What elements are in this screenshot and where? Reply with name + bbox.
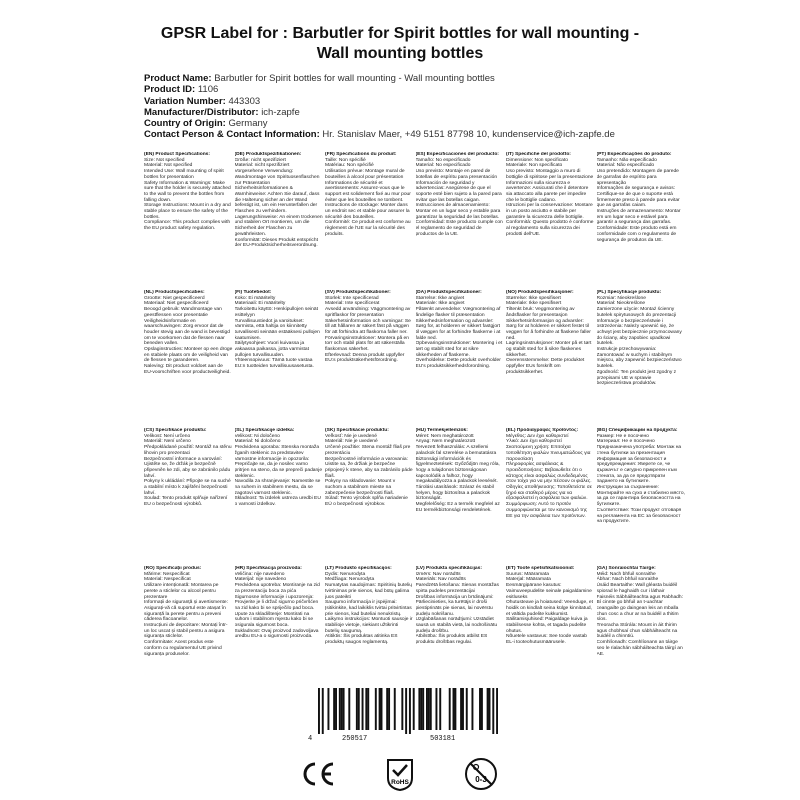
language-body: Storlek: Inte specificerad Material: Inte specificerat Avsedd användning: Väggmontering av spritflaskor för presentation Säkerhetsinformation och varningar: Se till att hållaren är säkert fäst på väggen för att förhindra att flaskorna faller ner. Förvaringsinstruktioner: Montera på en torr och stabil plats för att säkerställa flaskornas säkerhet. Efterlevnad: Denna produkt uppfyller EU:s produktsäkerhetsförordning. bbox=[325, 295, 411, 364]
barcode-bar bbox=[318, 688, 320, 734]
barcode-bar bbox=[365, 688, 367, 730]
barcode-bar bbox=[420, 688, 422, 730]
barcode-bar bbox=[453, 688, 455, 730]
language-block bbox=[506, 152, 597, 290]
age-0-3-warning-icon bbox=[463, 756, 499, 792]
language-block bbox=[235, 152, 326, 290]
meta-label: Country of Origin: bbox=[144, 118, 226, 130]
language-body: Velikost: Není určeno Materiál: Není určeno Předpokládané použití: Montáž na stěnu lihovin pro prezentaci Bezpečnostní informace a varování: Ujistěte se, že držák je bezpečně připevněn ke zdi, aby se zabránilo pádu lahví. Pokyny k ukládání: Připojte se na suché a stabilní místo k zajištění bezpečnosti lahví. Soulad: Tento produkt splňuje nařízení EU o bezpečnosti výrobků. bbox=[144, 433, 232, 508]
meta-row bbox=[144, 118, 784, 129]
language-body: Veľkosť: Nie je uvedené Materiál: Nie je uvedené Určené použitie: Stena montáž fliaš pre prezentáciu Bezpečnostné informácie a varovania: Uistite sa, že držiak je bezpečne pripojený k stene, aby sa zabránilo páde fliaš. Pokyny na skladovanie: Mount v suchom a stabilnom mieste na zabezpečenie bezpečnosti fliaš. Súlad: Tento výrobok spĺňa nariadenie EÚ o bezpečnosti výrobkov. bbox=[325, 433, 413, 508]
language-block bbox=[597, 566, 688, 704]
language-heading: (SV) Produktspecifikationer: bbox=[325, 290, 391, 295]
ce-mark-icon bbox=[300, 756, 336, 792]
language-heading: (ES) Especificaciones del producto: bbox=[415, 152, 499, 157]
translation-band bbox=[144, 428, 687, 566]
language-heading: (EN) Product Specifications: bbox=[144, 152, 211, 157]
language-body: Μέγεθος: Δεν έχει καθοριστεί Υλικό: Δεν έχει καθοριστεί Σκοπούμενη χρήση: Επιτοίχια τοποθέτηση φιαλών πνευματώδους για παρουσίαση Πληροφορίες ασφάλειας & προειδοποιήσεις: Βεβαιωθείτε ότι ο κάτοχος είναι ασφαλώς συνδεδεμένος στον τοίχο για να μην πέσουν οι φιάλες. Οδηγίες αποθήκευσης: Τοποθετείστε σε ξηρό και σταθερό μέρος για να εξασφαλιστεί η ασφάλεια των φιαλών. Συμμόρφωση: Αυτό το προϊόν συμμορφώνεται με τον κανονισμό της ΕΕ για την ασφάλεια των προϊόντων. bbox=[506, 433, 592, 519]
language-body: Dydis: Nenurodyta Medžiaga: Nenurodyta Numatytas naudojimas: Spiritinių butelių tvirtinimas prie sienos, kad būtų galima juos pateikti Saugumo informacija ir įspėjimai: Įsitikinkite, kad laikiklis tvirtai pritvirtintas prie sienos, kad buteliai nenukristų. Laikymo instrukcijos: Montuoti sausoje ir stabilioje vietoje, siekiant užtikrinti butelių saugumą. Atitiktis: Šis produktas atitinka ES produktų saugos reglamentą. bbox=[325, 571, 413, 646]
barcode-bar bbox=[339, 688, 341, 730]
language-block bbox=[416, 428, 507, 566]
rohs-text: RoHS bbox=[391, 779, 409, 786]
meta-label: Contact Person & Contact Information: bbox=[144, 129, 320, 141]
language-heading: (SL) Specifikacije izdelka: bbox=[234, 428, 295, 433]
language-block bbox=[235, 566, 326, 704]
language-body: Grootte: Niet gespecificeerd Materiaal: Niet gespecificeerd Beoogd gebruik: Wandmontage van geestflessen voor presentatie Veiligheidsinformatie en waarschuwingen: Zorg ervoor dat de houder stevig aan de wand is bevestigd om te voorkomen dat de flessen naar beneden vallen. Opslaginstructies: Monteer op een droge en stabiele plaats om de veiligheid van de flessen te garanderen. Naleving: Dit product voldoet aan de EU-voorschriften voor productveiligheid. bbox=[144, 295, 233, 375]
language-block bbox=[144, 290, 235, 428]
page-title bbox=[20, 24, 780, 64]
language-heading: (PL) Specyfikacje produktu: bbox=[596, 290, 662, 295]
language-heading: (LT) Produkto specifikacijos: bbox=[325, 566, 392, 571]
title-line-1: GPSR Label for : Barbutler for Spirit bottles for wall mounting - bbox=[160, 25, 640, 42]
barcode-bar bbox=[327, 688, 329, 730]
language-heading: (IT) Specifiche del prodotto: bbox=[506, 152, 571, 157]
language-heading: (CS) Specifikace produktu: bbox=[144, 428, 207, 433]
language-heading: (HU) Termékjellemzők: bbox=[415, 428, 468, 433]
meta-value: 1106 bbox=[197, 84, 219, 96]
barcode-bar bbox=[479, 688, 481, 730]
barcode-bars bbox=[318, 688, 498, 734]
language-heading: (DE) Produktspezifikationen: bbox=[234, 152, 302, 157]
barcode-bar bbox=[348, 688, 350, 730]
barcode-bar bbox=[333, 688, 335, 730]
meta-value: ich-zapfe bbox=[261, 106, 300, 118]
meta-row bbox=[144, 96, 784, 107]
barcode-group-left: 250517 bbox=[342, 735, 368, 743]
barcode-bar bbox=[449, 688, 451, 730]
meta-value: 443303 bbox=[228, 95, 261, 107]
language-heading: (NO) Produktspesifikasjoner: bbox=[506, 290, 574, 295]
barcode-bar bbox=[375, 688, 377, 730]
meta-row bbox=[144, 73, 784, 84]
language-heading: (FI) Tuotetiedot: bbox=[234, 290, 272, 295]
barcode-bar bbox=[428, 688, 430, 730]
meta-value: Germany bbox=[228, 118, 268, 130]
barcode-bar bbox=[322, 688, 324, 734]
barcode-bar bbox=[454, 688, 456, 730]
meta-value: Hr. Stanislav Maer, +49 5151 87798 10, kundenservice@ich-zapfe.de bbox=[322, 129, 615, 141]
barcode-bar bbox=[356, 688, 358, 730]
barcode-bar bbox=[386, 688, 388, 730]
title-line-2: Wall mounting bottles bbox=[316, 45, 484, 62]
language-body: Tamaño: No especificado Material: No especificado Uso previsto: Montaje en pared de botellas de espíritu para presentación Información de seguridad y advertencias: Asegúrese de que el soporte esté bien sujeto a la pared para evitar que las botellas caigan. Instrucciones de almacenamiento: Montar en un lugar seco y estable para garantizar la seguridad de las botellas. Conformidad: Este producto cumple con el reglamento de seguridad de productos de la UE. bbox=[415, 157, 503, 237]
language-body: Méret: Nem meghatározott Anyag: Nem meghatározott Tervezett felhasználás: A szellemi palackok fal szerelése a bemutatásra Biztonsági információk és figyelmeztetések: Győződjön meg róla, hogy a tulajdonos biztonságosan kapcsolódik a falhoz, hogy megakadályozza a palackok leesését. Tárolási utasítások: Száraz és stabil helyen, hogy biztosítsa a palackok biztonságát. Megfelelőség: Ez a termék megfelel az EU termékbiztonsági rendeletének. bbox=[415, 433, 500, 513]
barcode-bar bbox=[343, 688, 345, 730]
barcode-bar bbox=[381, 688, 383, 730]
barcode-bar bbox=[388, 688, 390, 730]
language-block bbox=[416, 290, 507, 428]
barcode-digit-first: 4 bbox=[308, 735, 313, 743]
language-heading: (BG) Спецификации на продукта: bbox=[596, 428, 678, 433]
language-block bbox=[325, 152, 416, 290]
rohs-icon bbox=[382, 756, 418, 792]
barcode-bar bbox=[462, 688, 464, 730]
translations-grid bbox=[144, 152, 687, 704]
barcode-bar bbox=[418, 688, 420, 730]
language-block bbox=[506, 290, 597, 428]
translation-band bbox=[144, 566, 687, 704]
meta-label: Manufacturer/Distributor: bbox=[144, 106, 259, 118]
barcode-bar bbox=[379, 688, 381, 730]
language-block bbox=[506, 428, 597, 566]
meta-row bbox=[144, 129, 784, 140]
language-heading: (EL) Προδιαγραφές προϊόντος: bbox=[506, 428, 579, 433]
language-body: Koko: Ei määritelty Materiaali: Ei määritelty Tarkoitettu käyttö: Henkipullojen seinät esittelyyn Turvallisuustiedot ja varoitukset: Varmista, että haltija on kiinnitetty turvallisesti seinään estääksesi pullojen kaatumisen. Säilytysohjeet: Vuori kuivassa ja vakaassa paikassa, jotta varmistat pullojen turvallisuuden. Yhteensopivuus: Tämä tuote vastaa EU:n tuotteiden turvallisuusasetusta. bbox=[234, 295, 320, 370]
meta-label: Product ID: bbox=[144, 84, 196, 96]
barcode-bar bbox=[430, 688, 432, 730]
language-body: Veličina: nije navedeno Materijal: nije navedeno Predviđena upotreba: Montiranje na zid za prezentaciju boca za pića Sigurnosne informacije i upozorenja: Provjerite je li držač sigurno pričvršćen na zid kako bi se spriječilo pad boca. Upute za skladištenje: Montirati na suhom i stabilnom mjestu kako bi se osigurala sigurnost boca. Sukladnost: Ovaj proizvod zadovoljava uredbu EU-a o sigurnosti proizvoda. bbox=[234, 571, 320, 640]
language-block bbox=[144, 428, 235, 566]
language-body: Tamanho: Não especificado Material: Não especificado Uso pretendido: Montagem de parede de garrafas de espírito para apresentação Informações de segurança e avisos: Certifique-se de que o suporte está firmemente preso à parede para evitar que as garrafas caiam. Instruções de armazenamento: Montar em um lugar seco e estável para garantir a segurança das garrafas. Conformidade: Este produto está em conformidade com o regulamento de segurança de produtos da UE. bbox=[596, 157, 681, 243]
barcode-bar bbox=[460, 688, 462, 730]
barcode-bar bbox=[471, 688, 473, 730]
barcode-bar bbox=[335, 688, 337, 730]
language-block bbox=[325, 290, 416, 428]
language-block bbox=[597, 152, 688, 290]
barcode-bar bbox=[413, 688, 415, 730]
language-body: Taille: Non spécifié Matériau: Non spécifié Utilisation prévue: Montage mural de bouteilles à alcool pour présentation Informations de sécurité et avertissements: Assurez-vous que le support est solidement fixé au mur pour éviter que les bouteilles ne tombent. Instructions de stockage: Monter dans un endroit sec et stable pour assurer la sécurité des bouteilles. Conformité: Ce produit est conforme au règlement de l'UE sur la sécurité des produits. bbox=[325, 157, 411, 237]
language-block bbox=[506, 566, 597, 704]
barcode-bar bbox=[481, 688, 483, 730]
barcode-bar bbox=[341, 688, 343, 730]
barcode-bar bbox=[466, 688, 468, 730]
meta-label: Product Name: bbox=[144, 73, 212, 84]
translation-band bbox=[144, 290, 687, 428]
language-heading: (DA) Produktspecifikationer: bbox=[415, 290, 482, 295]
language-body: Dimensione: Non specificato Materiale: Non specificato Uso previsto: Montaggio a muro di bottiglie di spiritose per la presentazione Informazioni sulla sicurezza e avvertenze: Assicurati che il detentore sia attaccato alla parete per impedire che le bottiglie cadano. Istruzioni per la conservazione: Montare in un posto asciutto e stabile per garantire la sicurezza delle bottiglie. Conformità: Questo prodotto è conforme al regolamento sulla sicurezza dei prodotti dell'UE. bbox=[506, 157, 594, 237]
barcode-bar bbox=[426, 688, 428, 730]
meta-row bbox=[144, 107, 784, 118]
barcode-bar bbox=[367, 688, 369, 730]
language-body: Size: Not specified Material: Not specified Intended Use: Wall mounting of spirit bottles for presentation Safety Information & Warnings: Make sure that the holder is securely attached to the wall to prevent the bottles from falling down. Storage Instructions: Mount in a dry and stable place to ensure the safety of the bottles. Compliance: This product complies with the EU product safety regulation. bbox=[144, 157, 231, 232]
language-heading: (PT) Especificações do produto: bbox=[596, 152, 672, 157]
language-heading: (GA) Sonraíochtaí Táirge: bbox=[596, 566, 656, 571]
language-heading: (RO) Specificații produs: bbox=[144, 566, 202, 571]
meta-value: Barbutler for Spirit bottles for wall mounting - Wall mounting bottles bbox=[214, 73, 495, 84]
meta-label: Variation Number: bbox=[144, 95, 226, 107]
language-body: Velikost: Ni določeno Material: Ni določeno Predvidena uporaba: Stenska montaža žganih steklenic za predstavitev Varnostne informacije in opozorila: Prepričajte se, da je nosilec varno pritrjen na steno, da se prepreči padanje steklenic. Navodila za shranjevanje: Namestite se na suhem in stabilnem mestu, da se zagotovi varnost steklenic. Skladnost: Ta izdelek ustreza uredbi EU o varnosti izdelkov. bbox=[234, 433, 323, 508]
language-body: Izmērs: Nav norādīts Materiāls: Nav norādīts Paredzētā lietošana: Sienas montāžas spirta pudeles prezentācijai Drošības informācija un brīdinājumi: Pārliecinieties, ka turētājs ir droši piestiprināts pie sienas, lai novērstu pudeļu nokrišanu. Uzglabāšanas norādījumi: Uzstādiet sausā un stabilā vietā, lai nodrošinātu pudeļu drošību. Atbilstība: Šis produkts atbilst ES produktu drošības regulai. bbox=[415, 571, 499, 646]
language-heading: (HR) Specifikacija proizvoda: bbox=[234, 566, 302, 571]
age-text: 0-3 bbox=[475, 775, 487, 784]
language-body: Размер: Не е посочено Материал: Не е посочено Предназначена употреба: Монтаж на стена бутилки за презентация Информация за безопасност и предупреждения: Уверете се, че държачът е сигурно прикрепен към стената, за да се предотврати падането на бутилките. Инструкции за съхранение: Монтирайте на сухо и стабилно място, за да се гарантира безопасността на бутилките. Съответствие: Този продукт отговаря на регламента на ЕС за безопасност на продуктите. bbox=[596, 433, 685, 525]
language-body: Størrelse: Ikke angivet Materiale: Ikke angivet Påtænkt anvendelse: Vægmontering af åndelige flasker til præsentation Sikkerhedsinformation og advarsler: Sørg for, at holderen er sikkert fastgjort til væggen for at forhindre flaskerne i at falde ned. Opbevaringsinstruktioner: Montering i et tørt og stabilt sted for at sikre sikkerheden af flaskerne. Overholdelse: Dette produkt overholder EU's produktsikkerhedsforordning. bbox=[415, 295, 503, 370]
language-heading: (LV) Produkta specifikācijas: bbox=[415, 566, 482, 571]
language-heading: (SK) Špecifikácie produktu: bbox=[325, 428, 389, 433]
translation-band bbox=[144, 152, 687, 290]
barcode-bar bbox=[435, 688, 437, 730]
language-block bbox=[597, 290, 688, 428]
language-block bbox=[144, 566, 235, 704]
barcode bbox=[308, 688, 498, 748]
barcode-bar bbox=[422, 688, 424, 730]
barcode-bar bbox=[401, 688, 403, 730]
language-block bbox=[144, 152, 235, 290]
language-body: Suurus: Määramata Materjal: Määramata Eesmärgipärane kasutus: Vaimuveepudelite seinale paigaldamine esitluseks Ohutusteave ja hoiatused: Veenduge, et hoidik on kindlalt seina külge kinnitatud, et vältida pudelite kukkumist. Säilitamisjuhised: Paigaldage kuiva ja stabiilsesse kohta, et tagada pudelite ohutus. Nõuetele vastavus: See toode vastab EL-i tooteohutusmäärusele. bbox=[506, 571, 594, 646]
language-block bbox=[597, 428, 688, 566]
language-block bbox=[325, 428, 416, 566]
barcode-bar bbox=[362, 688, 364, 730]
barcode-bar bbox=[409, 688, 411, 734]
language-block bbox=[235, 290, 326, 428]
language-heading: (ET) Toote spetsifikatsioonid: bbox=[506, 566, 575, 571]
barcode-bar bbox=[394, 688, 396, 730]
barcode-bar bbox=[439, 688, 441, 730]
barcode-bar bbox=[487, 688, 489, 730]
barcode-bar bbox=[496, 688, 498, 734]
language-block bbox=[235, 428, 326, 566]
language-heading: (NL) Productspecificaties: bbox=[144, 290, 205, 295]
language-body: Mărime: Nespecificat Material: Nespecificat Utilizare intenționată: Montarea pe perete a sticlelor cu alcool pentru prezentare Informații de siguranță și avertismente: Asigurați-vă că suportul este atașat în siguranță la perete pentru a preveni căderea flacoanelor. Instrucțiuni de depozitare: Montați într-un loc uscat și stabil pentru a asigura siguranța sticlelor. Conformitate: Acest produs este conform cu regulamentul UE privind siguranța produselor. bbox=[144, 571, 228, 657]
language-block bbox=[416, 152, 507, 290]
barcode-bar bbox=[489, 688, 491, 730]
barcode-bar bbox=[492, 688, 494, 734]
language-body: Rozmiar: Nieokreślone Materiał: Nieokreślone Zamierzone użycie: Montaż ścienny butelek spirytusowych do prezentacji Informacje o bezpieczeństwie i ostrzeżenia: Należy upewnić się, że uchwyt jest bezpiecznie przymocowany do ściany, aby zapobiec upadkowi butelek. Instrukcje przechowywania: Zamontować w suchym i stabilnym miejscu, aby zapewnić bezpieczeństwo butelek. Zgodność: Ten produkt jest zgodny z przepisami UE w sprawie bezpieczeństwa produktów. bbox=[596, 295, 682, 387]
language-block bbox=[325, 566, 416, 704]
language-body: Größe: nicht spezifiziert Material: nicht spezifiziert Vorgesehene Verwendung: Wandmontage von Spirituosenflaschen zur Präsentation Sicherheitsinformationen & Warnhinweise: Achten Sie darauf, dass die Halterung sicher an der Wand befestigt ist, um ein Herunterfallen der Flaschen zu verhindern. Lagerungshinweise: An einem trockenen und stabilen Ort montieren, um die Sicherheit der Flaschen zu gewährleisten. Konformität: Dieses Produkt entspricht der EU-Produktsicherheitsverordnung. bbox=[234, 157, 323, 249]
meta-row bbox=[144, 84, 784, 95]
language-body: Méid: Nach bhfuil sonraithe Ábhar: Nach bhfuil sonraithe Úsáid Beartaithe: Wall gléasta buidéil spiorad le haghaidh cur i láthair Faisnéis Sábháilteachta agus Rabhadh: Bí cinnte go bhfuil an t-uachtar ceangailte go daingean leis an mballa chun cosc a chur ar na buidéil a thitim síos. Treoracha Stórála: Mount in áit thirim agus chobhsaí chun sábháilteacht na buidéil a chinntiú. Comhlíonadh: Comhlíonann an táirge seo le rialachán sábháilteachta táirgí an AE. bbox=[596, 571, 683, 657]
language-block bbox=[416, 566, 507, 704]
barcode-group-right: 503181 bbox=[430, 735, 456, 743]
barcode-bar bbox=[358, 688, 360, 730]
barcode-bar bbox=[405, 688, 407, 734]
language-heading: (FR) Spécifications du produit: bbox=[325, 152, 397, 157]
language-body: Størrelse: Ikke spesifisert Materiale: Ikke spesifisert Tiltenkt bruk: Veggmontering av åndsflasker for presentasjon Sikkerhetsinformasjon og advarsler: Sørg for at holderen er sikkert festet til veggen for å forhindre at flaskene faller ned. Lagringsinstruksjoner: Monter på et tørt og stabilt sted for å sikre flaskenes sikkerhet. Overensstemmelse: Dette produktet oppfyller EUs forskrift om produktsikkerhet. bbox=[506, 295, 592, 375]
product-meta bbox=[144, 73, 784, 141]
